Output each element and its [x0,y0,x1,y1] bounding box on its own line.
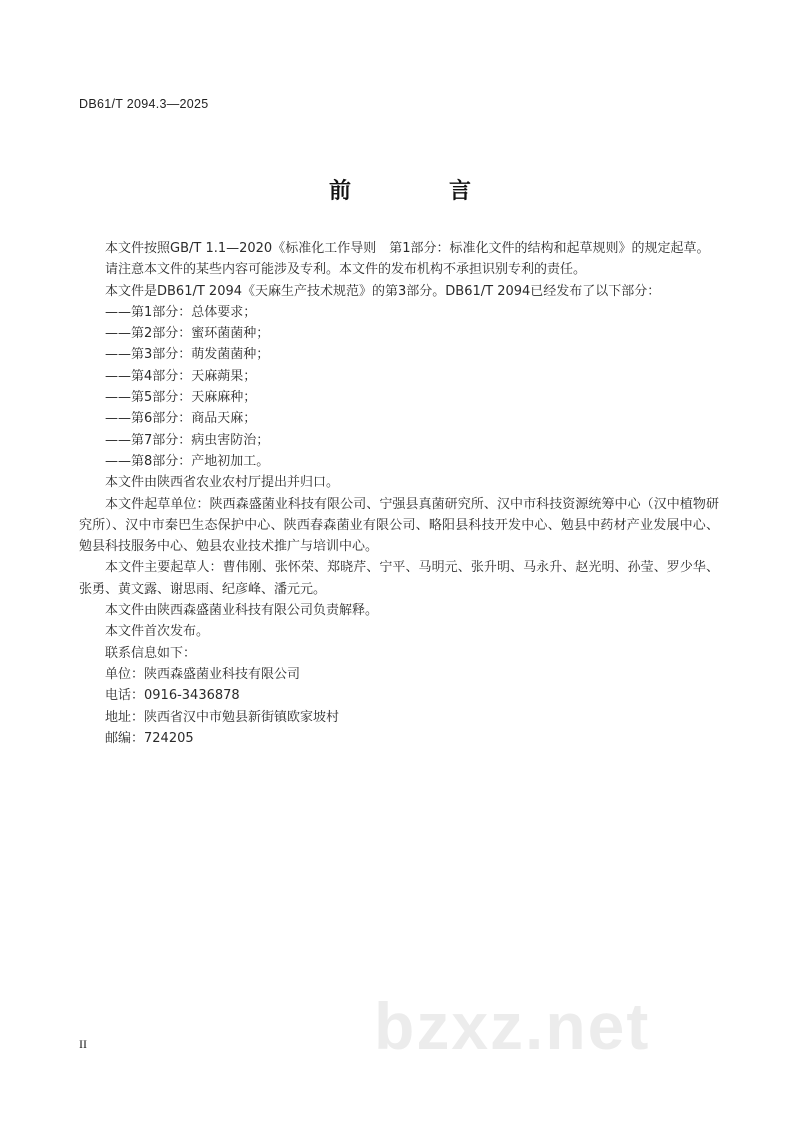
paragraph-patent-notice: 请注意本文件的某些内容可能涉及专利。本文件的发布机构不承担识别专利的责任。 [105,262,587,278]
document-code: DB61/T 2094.3—2025 [79,97,209,111]
paragraph-series-intro: 本文件是DB61/T 2094《天麻生产技术规范》的第3部分。DB61/T 2094已经发布了以下部分： [105,283,661,299]
page-title: 前 言 [328,179,509,204]
paragraph-interpretation: 本文件由陕西森盛菌业科技有限公司负责解释。 [105,603,379,619]
paragraph-first-release: 本文件首次发布。 [105,624,210,640]
part-list-item: ——第2部分：蜜环菌菌种； [105,326,270,342]
contact-heading: 联系信息如下： [105,645,197,661]
contact-unit: 单位：陕西森盛菌业科技有限公司 [105,666,301,682]
part-list-item: ——第6部分：商品天麻； [105,411,257,427]
part-list-item: ——第3部分：萌发菌菌种； [105,347,270,363]
paragraph-drafting-rules: 本文件按照GB/T 1.1—2020《标准化工作导则 第1部分：标准化文件的结构和起草规则》的规定起草。 [105,241,710,256]
paragraph-drafters: 本文件主要起草人：曹伟刚、张怀荣、郑晓芹、宁平、马明元、张升明、马永升、赵光明、孙莹、罗少华、张勇、黄文露、谢思雨、纪彦峰、潘元元。 [79,560,719,597]
watermark: bzxz.net [374,989,651,1063]
paragraph-drafting-units: 本文件起草单位：陕西森盛菌业科技有限公司、宁强县真菌研究所、汉中市科技资源统筹中心（汉中植物研究所）、汉中市秦巴生态保护中心、陕西春森菌业有限公司、略阳县科技开发中心、勉县中药材产业发展中心、勉县科技服务中心、勉县农业技术推广与培训中心。 [79,496,719,555]
page-number: II [79,1037,87,1051]
contact-postcode: 邮编：724205 [105,730,194,746]
foreword-body [79,238,719,749]
part-list-item: ——第8部分：产地初加工。 [105,453,270,469]
part-list-item: ——第4部分：天麻蒴果； [105,368,257,384]
contact-address: 地址：陕西省汉中市勉县新街镇欧家坡村 [105,709,340,725]
part-list-item: ——第1部分：总体要求； [105,304,257,320]
part-list-item: ——第5部分：天麻麻种； [105,390,257,406]
part-list-item: ——第7部分：病虫害防治； [105,432,270,448]
paragraph-proposer: 本文件由陕西省农业农村厅提出并归口。 [105,475,340,491]
contact-phone: 电话：0916-3436878 [105,688,240,704]
